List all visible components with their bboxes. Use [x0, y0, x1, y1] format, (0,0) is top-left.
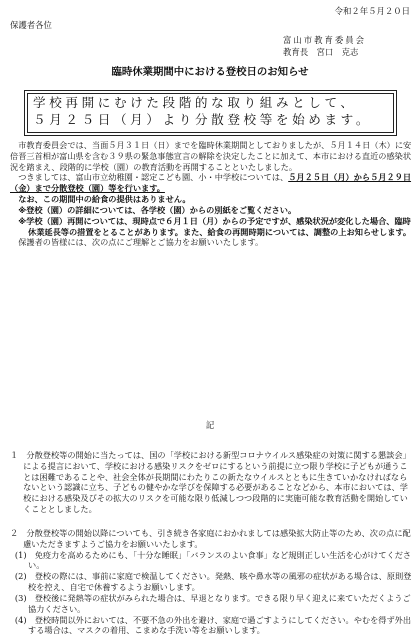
- item-2-sub-2: (2) 登校の際には、事前に家庭で検温してください。発熱、咳や鼻水等の風邪の症状がある場合は、原則登校を控え、自宅で休養するようお願いします。: [14, 571, 412, 593]
- item-1-body: 分散登校等の開始に当たっては、国の「学校における新型コロナウイルス感染症の対策に関する懇談会」による提言において、学校における感染リスクをゼロにするという前提に立つ限り学校に子どもが通うことは困難であることや、社会全体が長期間にわたりこの新たなウイルスとともに生きていかなければならないという認識に立ち、子どもの健やかな学びを保障する必要があることなどから、本市においては、学校における感染及びその拡大のリスクを可能な限り低減しつつ段階的に実施可能な教育活動を開始していくこととしました。: [23, 450, 411, 515]
- note-2: ※学校（園）再開については、現時点で６月１日（月）からの予定ですが、感染状況が変化した場合、臨時休業延長等の措置をとることがあります。また、給食の再開時期については、調整の上お知らせします。: [18, 215, 412, 237]
- item-2-sub-4: (4) 登校時間以外においては、不要不急の外出を避け、家庭で過ごすようにしてください。やむを得ず外出する場合は、マスクの着用、こまめな手洗い等をお願いします。: [14, 614, 412, 636]
- document-title: 臨時休業期間中における登校日のお知らせ: [111, 66, 309, 78]
- item-2: [10, 528, 412, 636]
- boxed-notice: [24, 90, 397, 136]
- item-2-text: [10, 528, 412, 550]
- item-2-body: 分散登校等の開始以降についても、引き続き各家庭におかれましては感染拡大防止等のため、次の点に配慮いただきますようご協力をお願いいたします。: [23, 528, 411, 549]
- intro-section: [10, 140, 412, 248]
- boxed-notice-inner: [27, 93, 394, 133]
- boxed-notice-line1: 学校再開にむけた段階的な取り組みとして、: [33, 95, 357, 110]
- item-2-number: ２: [10, 528, 19, 538]
- intro-paragraph-2: [10, 172, 412, 194]
- intro-p2-dates: ５月２５日（月）から５月２９日（金）まで分散登校（園）等を行います。: [10, 172, 412, 194]
- intro-closing: 保護者の皆様には、次の点にご理解とご協力をお願いいたします。: [18, 237, 264, 248]
- item-2-sub-3: (3) 登校後に発熱等の症状がみられた場合は、早退となります。できる限り早く迎えに来ていただくようご協力ください。: [14, 592, 411, 614]
- item-2-sub-1: (1) 免疫力を高めるためにも、「十分な睡眠」「バランスのよい食事」など規則正しい生活を心がけてください。: [14, 549, 412, 571]
- intro-no-lunch: なお、この期間中の給食の提供はありません。: [18, 194, 191, 205]
- recipient: 保護者各位: [10, 20, 52, 30]
- item-1-text: [10, 450, 412, 515]
- item-1: [10, 450, 412, 515]
- intro-p2-start: つきましては、富山市立幼稚園・認定こども園、小・中学校については、: [18, 172, 289, 183]
- document-date: 令和２年５月２０日: [334, 6, 410, 16]
- note-1: ※登校（園）の詳細については、各学校（園）からの別紙をご覧ください。: [18, 204, 297, 215]
- issuer: [283, 34, 366, 58]
- issuer-org: 富山市教育委員会: [283, 35, 366, 45]
- boxed-notice-line2: ５月２５日（月）より分散登校等を始めます。: [33, 111, 373, 127]
- issuer-name: 教育長 宮口 克志: [283, 47, 359, 58]
- intro-paragraph-1: 市教育委員会では、当面５月３１日（日）までを臨時休業期間としておりましたが、５月１４日（木）に安倍晋三首相が富山県を含む３９県の緊急事態宣言の解除を決定したことに加えて、本市における直近の感染状況を踏まえ、段階的に学校（園）の教育活動を再開することといたしました。: [10, 140, 412, 172]
- ki-heading: 記: [205, 420, 215, 430]
- item-1-number: １: [10, 450, 19, 460]
